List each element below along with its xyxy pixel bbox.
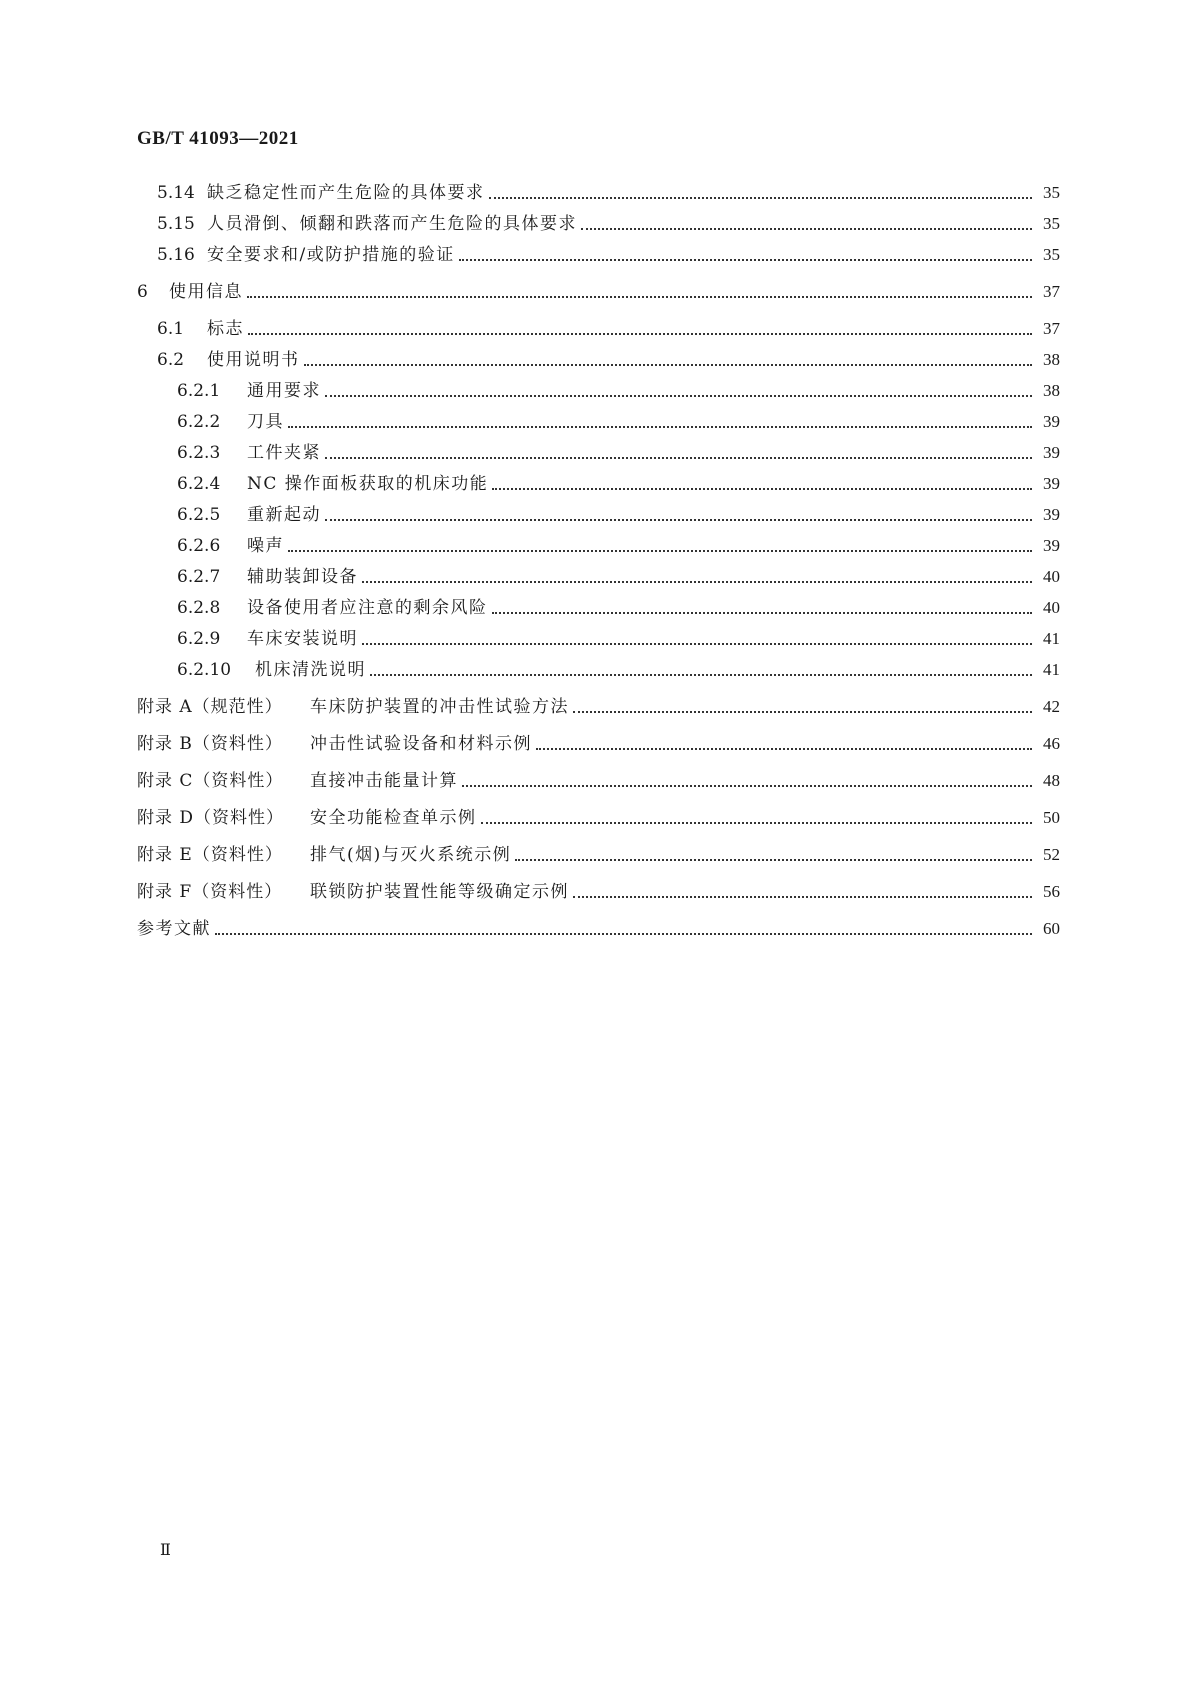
toc-entry-6-2-3[interactable]: [177, 439, 1060, 467]
toc-entry-page: 39: [1043, 536, 1060, 555]
toc-entry-title: NC 操作面板获取的机床功能: [247, 474, 489, 494]
toc-entry-title: 排气(烟)与灭火系统示例: [310, 845, 512, 865]
toc-entry-title: 人员滑倒、倾翻和跌落而产生危险的具体要求: [207, 214, 577, 234]
toc-entry-number: 6.2.1: [177, 381, 221, 401]
dot-leader: [581, 210, 1032, 238]
toc-entry-page: 60: [1043, 919, 1060, 938]
toc-entry-page: 48: [1043, 771, 1060, 790]
toc-entry-references[interactable]: [137, 915, 1060, 943]
toc-entry-number: 6.2.6: [177, 536, 221, 556]
toc-entry-page: 52: [1043, 845, 1060, 864]
toc-entry-title: 直接冲击能量计算: [310, 771, 458, 791]
toc-entry-title: 缺乏稳定性而产生危险的具体要求: [207, 183, 485, 203]
toc-entry-number: 5.14: [157, 183, 195, 203]
toc-entry-6-2[interactable]: [157, 346, 1060, 374]
dot-leader: [325, 377, 1032, 405]
toc-entry-number: 5.15: [157, 214, 195, 234]
toc-entry-number: 6.2.9: [177, 629, 221, 649]
toc-entry-number: 6.2.4: [177, 474, 221, 494]
toc-entry-page: 39: [1043, 412, 1060, 431]
dot-leader: [536, 730, 1032, 758]
toc-entry-number: 6.2.2: [177, 412, 221, 432]
toc-entry-appendix-d[interactable]: [137, 804, 1060, 832]
toc-entry-6-2-5[interactable]: [177, 501, 1060, 529]
toc-entry-title: 安全要求和/或防护措施的验证: [207, 245, 455, 265]
toc-entry-5-15[interactable]: [157, 210, 1060, 238]
dot-leader: [288, 532, 1032, 560]
dot-leader: [325, 439, 1032, 467]
toc-entry-number: 6.2: [157, 350, 185, 370]
toc-entry-appendix-b[interactable]: [137, 730, 1060, 758]
toc-entry-title: 车床安装说明: [247, 629, 358, 649]
toc-entry-page: 35: [1043, 245, 1060, 264]
dot-leader: [288, 408, 1032, 436]
toc-entry-title: 使用信息: [169, 282, 243, 302]
toc-entry-appendix-a[interactable]: [137, 693, 1060, 721]
toc-entry-page: 40: [1043, 598, 1060, 617]
toc-entry-title: 标志: [207, 319, 244, 339]
toc-entry-page: 37: [1043, 319, 1060, 338]
toc-entry-page: 35: [1043, 183, 1060, 202]
toc-entry-page: 46: [1043, 734, 1060, 753]
toc-entry-page: 35: [1043, 214, 1060, 233]
toc-entry-6-2-9[interactable]: [177, 625, 1060, 653]
dot-leader: [215, 915, 1032, 943]
toc-entry-page: 38: [1043, 381, 1060, 400]
toc-entry-page: 50: [1043, 808, 1060, 827]
toc-entry-number: 附录 D（资料性）: [137, 808, 285, 828]
dot-leader: [489, 179, 1033, 207]
toc-entry-title: 刀具: [247, 412, 284, 432]
dot-leader: [492, 470, 1032, 498]
toc-entry-title: 机床清洗说明: [255, 660, 366, 680]
toc-entry-title: 通用要求: [247, 381, 321, 401]
dot-leader: [362, 625, 1032, 653]
toc-entry-page: 37: [1043, 282, 1060, 301]
toc-entry-number: 6.2.5: [177, 505, 221, 525]
dot-leader: [573, 878, 1032, 906]
toc-entry-title: 冲击性试验设备和材料示例: [310, 734, 532, 754]
toc-entry-page: 39: [1043, 505, 1060, 524]
dot-leader: [362, 563, 1032, 591]
toc-entry-number: 附录 B（资料性）: [137, 734, 283, 754]
toc-entry-page: 40: [1043, 567, 1060, 586]
dot-leader: [325, 501, 1032, 529]
toc-entry-title: 联锁防护装置性能等级确定示例: [310, 882, 569, 902]
dot-leader: [515, 841, 1032, 869]
toc-entry-page: 39: [1043, 474, 1060, 493]
toc-entry-title: 设备使用者应注意的剩余风险: [247, 598, 488, 618]
toc-entry-title: 使用说明书: [207, 350, 300, 370]
dot-leader: [248, 315, 1032, 343]
page-number: Ⅱ: [160, 1542, 171, 1559]
toc-entry-6-2-2[interactable]: [177, 408, 1060, 436]
toc-entry-appendix-f[interactable]: [137, 878, 1060, 906]
toc-entry-title: 重新起动: [247, 505, 321, 525]
toc-entry-page: 38: [1043, 350, 1060, 369]
toc-entry-page: 42: [1043, 697, 1060, 716]
toc-entry-number: 6: [137, 282, 148, 302]
toc-entry-title: 辅助装卸设备: [247, 567, 358, 587]
toc-entry-number: 附录 A（规范性）: [137, 697, 283, 717]
toc-entry-number: 5.16: [157, 245, 195, 265]
toc-entry-number: 6.2.3: [177, 443, 221, 463]
toc-entry-title: 参考文献: [137, 919, 211, 939]
toc-entry-number: 附录 F（资料性）: [137, 882, 283, 902]
toc-entry-title: 车床防护装置的冲击性试验方法: [310, 697, 569, 717]
toc-entry-appendix-e[interactable]: [137, 841, 1060, 869]
dot-leader: [459, 241, 1032, 269]
toc-entry-6-2-1[interactable]: [177, 377, 1060, 405]
toc-entry-title: 工件夹紧: [247, 443, 321, 463]
dot-leader: [304, 346, 1033, 374]
toc-entry-6-1[interactable]: [157, 315, 1060, 343]
dot-leader: [247, 278, 1032, 306]
document-id-header: GB/T 41093—2021: [137, 128, 299, 149]
dot-leader: [370, 656, 1032, 684]
toc-entry-page: 56: [1043, 882, 1060, 901]
toc-entry-number: 附录 C（资料性）: [137, 771, 284, 791]
toc-entry-title: 安全功能检查单示例: [310, 808, 477, 828]
dot-leader: [462, 767, 1032, 795]
toc-entry-page: 39: [1043, 443, 1060, 462]
toc-entry-number: 6.2.7: [177, 567, 221, 587]
toc-entry-number: 6.2.10: [177, 660, 232, 680]
toc-entry-number: 附录 E（资料性）: [137, 845, 283, 865]
toc-entry-6-2-8[interactable]: [177, 594, 1060, 622]
toc-entry-page: 41: [1043, 629, 1060, 648]
dot-leader: [492, 594, 1033, 622]
toc-entry-appendix-c[interactable]: [137, 767, 1060, 795]
toc-entry-6-2-6[interactable]: [177, 532, 1060, 560]
toc-entry-6-2-7[interactable]: [177, 563, 1060, 591]
dot-leader: [481, 804, 1033, 832]
toc-entry-6[interactable]: [137, 278, 1060, 306]
toc-entry-6-2-10[interactable]: [177, 656, 1060, 684]
toc-entry-page: 41: [1043, 660, 1060, 679]
toc-entry-6-2-4[interactable]: [177, 470, 1060, 498]
toc-entry-title: 噪声: [247, 536, 284, 556]
toc-entry-5-16[interactable]: [157, 241, 1060, 269]
toc-entry-number: 6.1: [157, 319, 185, 339]
toc-entry-number: 6.2.8: [177, 598, 221, 618]
dot-leader: [573, 693, 1032, 721]
toc-entry-5-14[interactable]: [157, 179, 1060, 207]
